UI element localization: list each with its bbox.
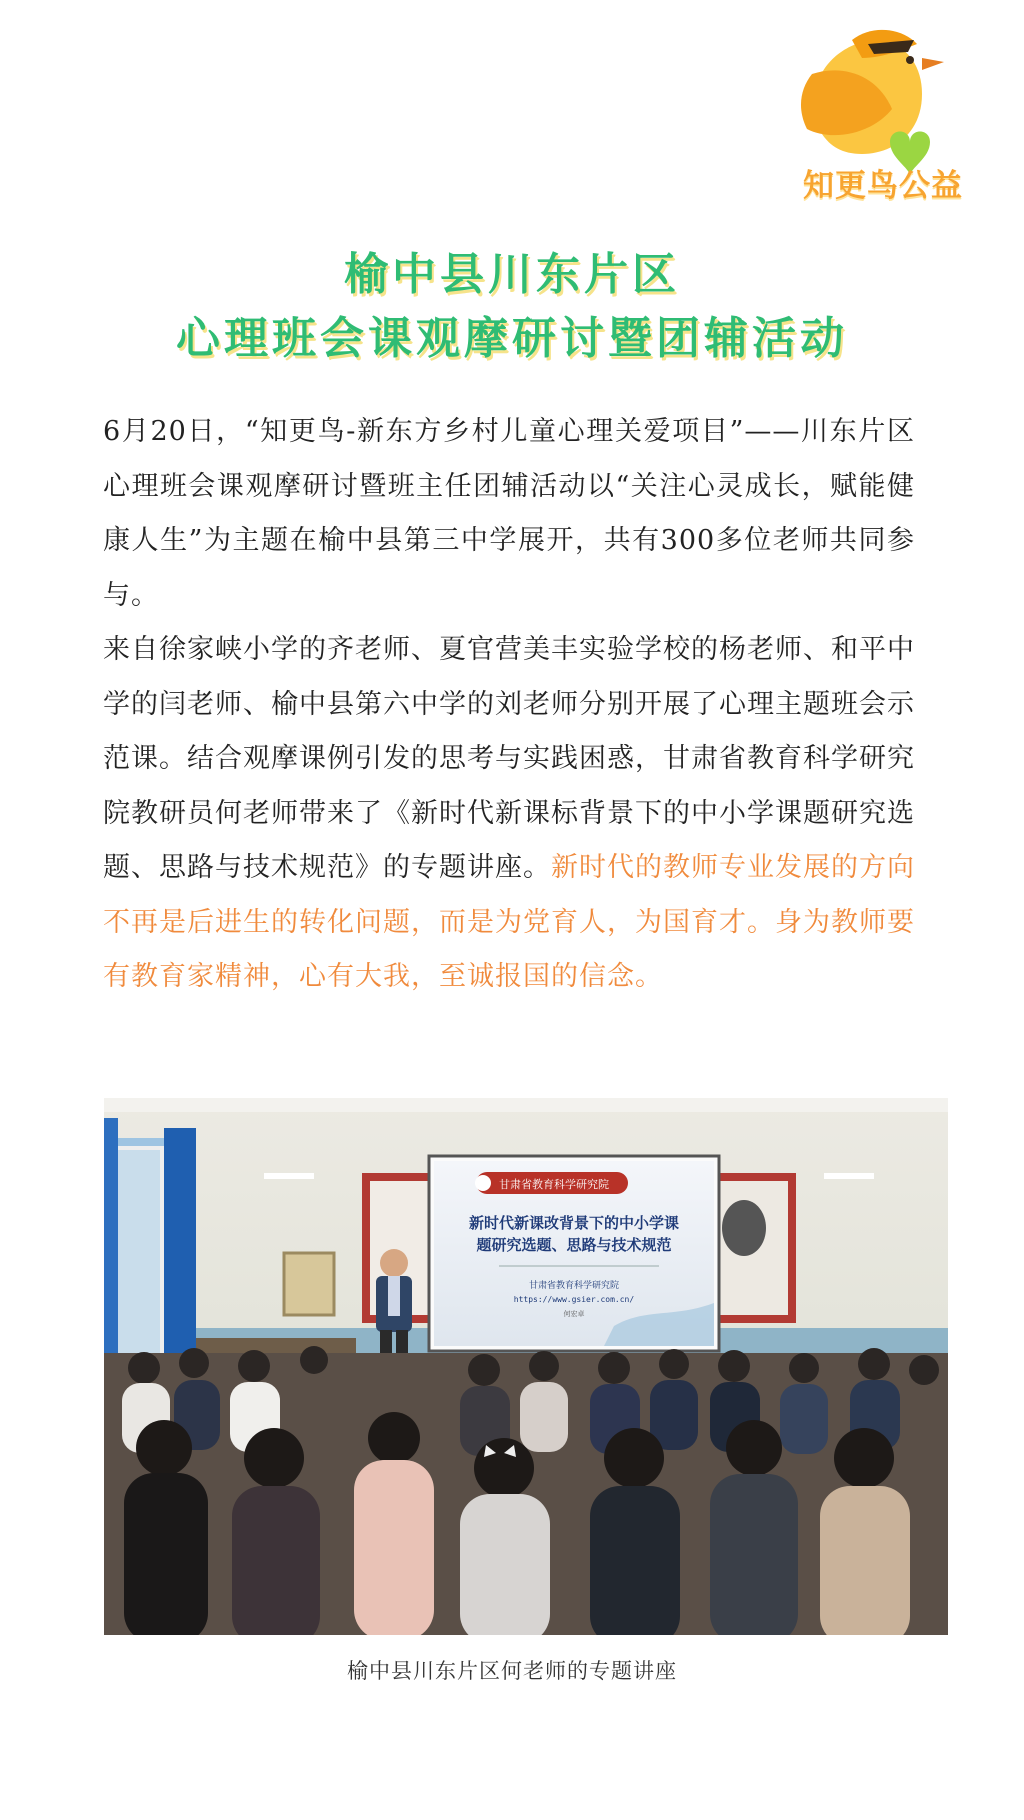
slide-title-line1: 新时代新课改背景下的中小学课 — [468, 1214, 680, 1232]
slide-sub-org: 甘肃省教育科学研究院 — [528, 1281, 620, 1291]
article-body — [103, 405, 915, 1005]
article-paragraph-2-text: 来自徐家峡小学的齐老师、夏官营美丰实验学校的杨老师、和平中学的闫老师、榆中县第六中学的刘老师分别开展了心理主题班会示范课。结合观摩课例引发的思考与实践困惑，甘肃省教育科学研究院教研员何老师带来了《新时代新课标背景下的中小学课题研究选题、思路与技术规范》的专题讲座。 — [103, 634, 915, 883]
photo-caption: 榆中县川东片区何老师的专题讲座 — [347, 1659, 677, 1683]
article-paragraph-1: 6月20日，“知更鸟-新东方乡村儿童心理关爱项目”——川东片区心理班会课观摩研讨暨班主任团辅活动以“关注心灵成长，赋能健康人生”为主题在榆中县第三中学展开，共有300多位老师共同参与。 — [103, 416, 915, 611]
slide-org-label: 甘肃省教育科学研究院 — [499, 1178, 609, 1191]
slide-author: 何宏卓 — [563, 1310, 585, 1318]
article-highlight: 新时代的教师专业发展的方向不再是后进生的转化问题，而是为党育人，为国育才。身为教师要有教育家精神，心有大我，至诚报国的信念。 — [103, 852, 915, 992]
logo-text: 知更鸟公益 — [803, 168, 963, 204]
article-paragraph-2 — [103, 623, 915, 1005]
lecture-photo — [104, 1098, 948, 1635]
slide-url: https://www.gsier.com.cn/ — [513, 1295, 635, 1304]
page-title-line2: 心理班会课观摩研讨暨团辅活动 — [176, 313, 848, 364]
page-title-line1: 榆中县川东片区 — [344, 249, 680, 300]
slide-title-line2: 题研究选题、思路与技术规范 — [476, 1236, 672, 1254]
